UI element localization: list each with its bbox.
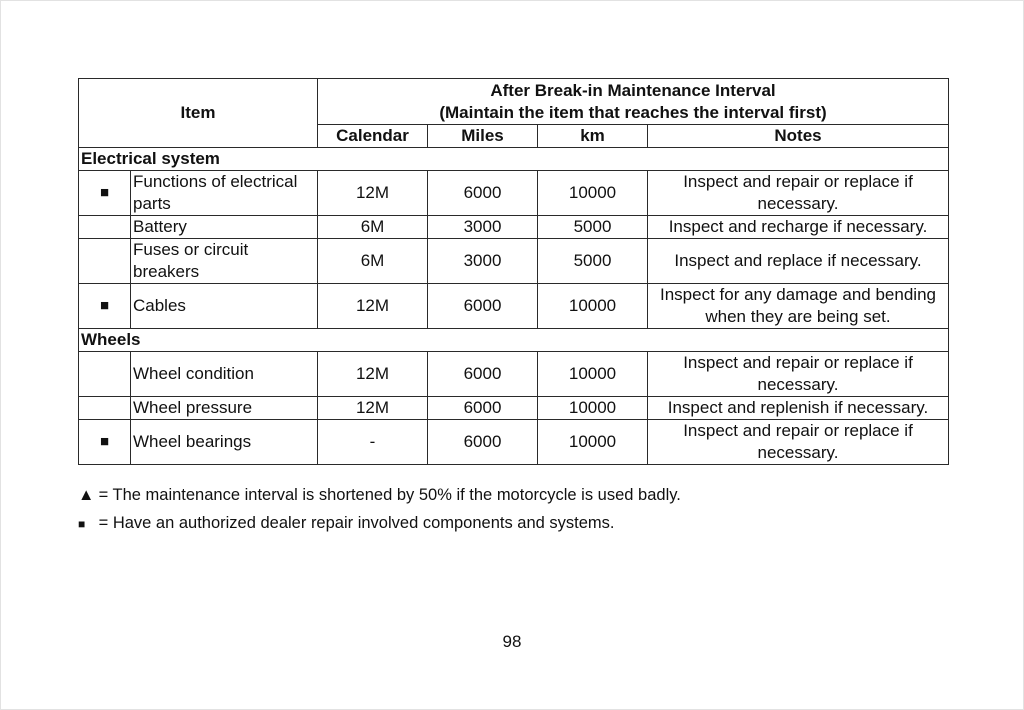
km-value: 5000 <box>538 239 648 284</box>
notes-value: Inspect and repair or replace if necessary. <box>648 420 949 465</box>
header-km: km <box>538 125 648 148</box>
legend-text: = Have an authorized dealer repair involved components and systems. <box>98 514 615 532</box>
item-name: Wheel condition <box>131 352 318 397</box>
miles-value: 3000 <box>428 239 538 284</box>
item-name: Wheel bearings <box>131 420 318 465</box>
header-interval <box>318 79 949 125</box>
miles-value: 6000 <box>428 171 538 216</box>
calendar-value: 12M <box>318 171 428 216</box>
miles-value: 6000 <box>428 284 538 329</box>
miles-value: 6000 <box>428 352 538 397</box>
calendar-value: 12M <box>318 397 428 420</box>
table-row <box>79 352 949 397</box>
dealer-mark-icon: ■ <box>79 420 131 465</box>
item-name: Cables <box>131 284 318 329</box>
notes-value: Inspect and recharge if necessary. <box>648 216 949 239</box>
dealer-mark-icon <box>79 216 131 239</box>
item-name: Wheel pressure <box>131 397 318 420</box>
table-row <box>79 397 949 420</box>
calendar-value: 12M <box>318 284 428 329</box>
miles-value: 6000 <box>428 420 538 465</box>
header-interval-subtitle: (Maintain the item that reaches the interval first) <box>439 102 827 122</box>
notes-value: Inspect and repair or replace if necessary. <box>648 352 949 397</box>
dealer-mark-icon <box>79 239 131 284</box>
maintenance-table <box>78 78 949 465</box>
legend-dealer-repair <box>78 513 615 534</box>
km-value: 10000 <box>538 171 648 216</box>
calendar-value: 6M <box>318 216 428 239</box>
square-icon: ■ <box>78 517 86 531</box>
notes-value: Inspect and repair or replace if necessary. <box>648 171 949 216</box>
header-miles: Miles <box>428 125 538 148</box>
item-name: Fuses or circuit breakers <box>131 239 318 284</box>
notes-value: Inspect for any damage and bending when they are being set. <box>648 284 949 329</box>
header-notes: Notes <box>648 125 949 148</box>
header-interval-title: After Break-in Maintenance Interval <box>490 80 776 100</box>
section-title: Electrical system <box>79 148 949 171</box>
table-row <box>79 420 949 465</box>
calendar-value: - <box>318 420 428 465</box>
km-value: 10000 <box>538 420 648 465</box>
dealer-mark-icon: ■ <box>79 284 131 329</box>
km-value: 10000 <box>538 397 648 420</box>
miles-value: 6000 <box>428 397 538 420</box>
page-number: 98 <box>502 632 522 651</box>
dealer-mark-icon <box>79 397 131 420</box>
table-row <box>79 171 949 216</box>
item-name: Functions of electrical parts <box>131 171 318 216</box>
calendar-value: 6M <box>318 239 428 284</box>
dealer-mark-icon <box>79 352 131 397</box>
km-value: 5000 <box>538 216 648 239</box>
miles-value: 3000 <box>428 216 538 239</box>
legend-shortened-interval <box>78 485 681 505</box>
km-value: 10000 <box>538 352 648 397</box>
table-row <box>79 284 949 329</box>
notes-value: Inspect and replenish if necessary. <box>648 397 949 420</box>
triangle-icon: ▲ <box>78 486 95 504</box>
dealer-mark-icon: ■ <box>79 171 131 216</box>
item-name: Battery <box>131 216 318 239</box>
header-calendar: Calendar <box>318 125 428 148</box>
calendar-value: 12M <box>318 352 428 397</box>
notes-value: Inspect and replace if necessary. <box>648 239 949 284</box>
header-item: Item <box>79 79 318 148</box>
table-row <box>79 216 949 239</box>
section-row-wheels <box>79 329 949 352</box>
km-value: 10000 <box>538 284 648 329</box>
table-row <box>79 239 949 284</box>
section-title: Wheels <box>79 329 949 352</box>
section-row-electrical <box>79 148 949 171</box>
legend-text: = The maintenance interval is shortened by 50% if the motorcycle is used badly. <box>98 486 681 504</box>
